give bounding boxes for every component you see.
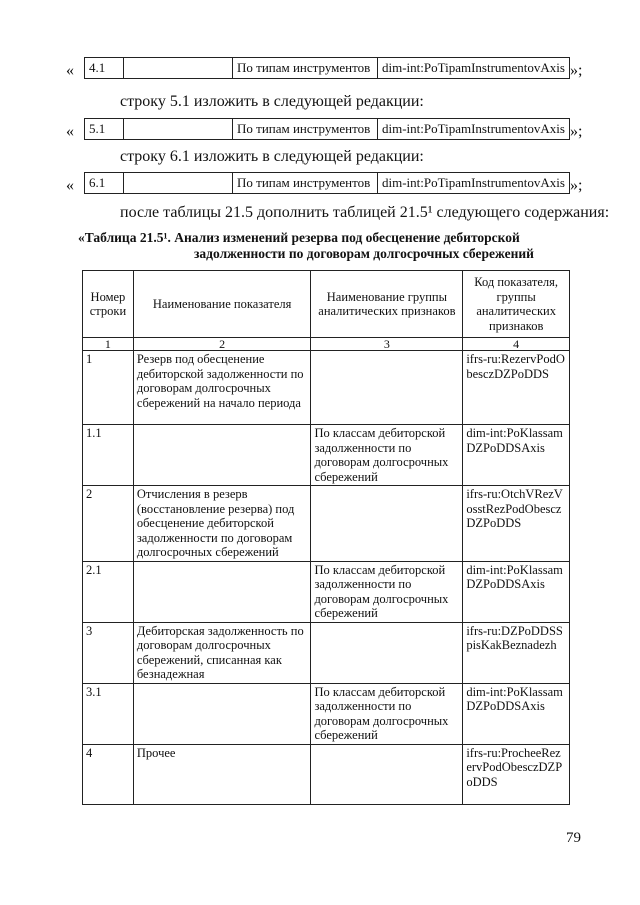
closing-quote: »; xyxy=(570,62,583,79)
code-cell: dim-int:PoTipamInstrumentovAxis xyxy=(378,173,570,194)
indicator-code: ifrs-ru:DZPoDDSSpisKakBeznadezh xyxy=(463,622,570,683)
closing-quote: »; xyxy=(570,177,583,194)
group-name xyxy=(311,744,463,804)
group-name: По классам дебиторской задолженности по договорам долгосрочных сбережений xyxy=(311,425,463,486)
indicator-name xyxy=(133,683,311,744)
header-indicator-name: Наименование показателя xyxy=(133,271,311,338)
indicator-name xyxy=(133,561,311,622)
row-number-cell: 5.1 xyxy=(85,119,124,140)
row-number: 2.1 xyxy=(83,561,134,622)
instruction-paragraph: после таблицы 21.5 дополнить таблицей 21.5¹ следующего содержания: xyxy=(120,204,610,221)
row-number-cell: 6.1 xyxy=(85,173,124,194)
row-number: 4 xyxy=(83,744,134,804)
row-number: 3.1 xyxy=(83,683,134,744)
group-name xyxy=(311,486,463,562)
row-number: 3 xyxy=(83,622,134,683)
closing-quote: »; xyxy=(570,123,583,140)
table-row xyxy=(83,683,570,744)
group-name xyxy=(311,622,463,683)
table-row xyxy=(83,561,570,622)
opening-quote: « xyxy=(66,177,74,194)
indicator-name xyxy=(133,425,311,486)
opening-quote: « xyxy=(66,123,74,140)
indicator-code: ifrs-ru:ProcheeRezervPodObesczDZPoDDS xyxy=(463,744,570,804)
table-header-row xyxy=(83,271,570,338)
row-number: 1 xyxy=(83,351,134,425)
row-table-5-1 xyxy=(84,118,570,140)
indicator-code: ifrs-ru:OtchVRezVosstRezPodObesczDZPoDDS xyxy=(463,486,570,562)
indicator-name: Отчисления в резерв (восстановление резерва) под обесценение дебиторской задолженности по договорам долгосрочных сбережений xyxy=(133,486,311,562)
empty-cell xyxy=(124,58,233,79)
header-group-name: Наименование группы аналитических признаков xyxy=(311,271,463,338)
column-number: 1 xyxy=(83,338,134,351)
table-caption-line-2: задолженности по договорам долгосрочных сбережений xyxy=(194,246,534,261)
analysis-table xyxy=(82,270,570,805)
opening-quote: « xyxy=(66,62,74,79)
group-name: По классам дебиторской задолженности по договорам долгосрочных сбережений xyxy=(311,561,463,622)
table-row xyxy=(83,351,570,425)
table-row xyxy=(83,425,570,486)
table-caption-line-1: «Таблица 21.5¹. Анализ изменений резерва под обесценение дебиторской xyxy=(78,230,520,245)
code-cell: dim-int:PoTipamInstrumentovAxis xyxy=(378,119,570,140)
indicator-name: Дебиторская задолженность по договорам долгосрочных сбережений, списанная как безнадежная xyxy=(133,622,311,683)
row-number: 1.1 xyxy=(83,425,134,486)
page-number: 79 xyxy=(566,830,581,846)
indicator-code: dim-int:PoKlassamDZPoDDSAxis xyxy=(463,561,570,622)
indicator-code: dim-int:PoKlassamDZPoDDSAxis xyxy=(463,683,570,744)
empty-cell xyxy=(124,119,233,140)
code-cell: dim-int:PoTipamInstrumentovAxis xyxy=(378,58,570,79)
group-cell: По типам инструментов xyxy=(233,173,378,194)
row-number: 2 xyxy=(83,486,134,562)
indicator-code: dim-int:PoKlassamDZPoDDSAxis xyxy=(463,425,570,486)
instruction-paragraph: строку 6.1 изложить в следующей редакции: xyxy=(120,148,424,165)
table-row xyxy=(83,744,570,804)
indicator-name: Резерв под обесценение дебиторской задолженности по договорам долгосрочных сбережений на начало периода xyxy=(133,351,311,425)
row-number-cell: 4.1 xyxy=(85,58,124,79)
row-table-6-1 xyxy=(84,172,570,194)
group-name: По классам дебиторской задолженности по договорам долгосрочных сбережений xyxy=(311,683,463,744)
group-cell: По типам инструментов xyxy=(233,119,378,140)
table-row xyxy=(83,622,570,683)
row-table-4-1 xyxy=(84,57,570,79)
indicator-code: ifrs-ru:RezervPodObesczDZPoDDS xyxy=(463,351,570,425)
column-number: 3 xyxy=(311,338,463,351)
group-cell: По типам инструментов xyxy=(233,58,378,79)
group-name xyxy=(311,351,463,425)
column-number: 4 xyxy=(463,338,570,351)
instruction-paragraph: строку 5.1 изложить в следующей редакции: xyxy=(120,93,424,110)
column-number-row xyxy=(83,338,570,351)
table-row xyxy=(83,486,570,562)
empty-cell xyxy=(124,173,233,194)
column-number: 2 xyxy=(133,338,311,351)
indicator-name: Прочее xyxy=(133,744,311,804)
header-code: Код показателя, группы аналитических признаков xyxy=(463,271,570,338)
header-row-number: Номер строки xyxy=(83,271,134,338)
